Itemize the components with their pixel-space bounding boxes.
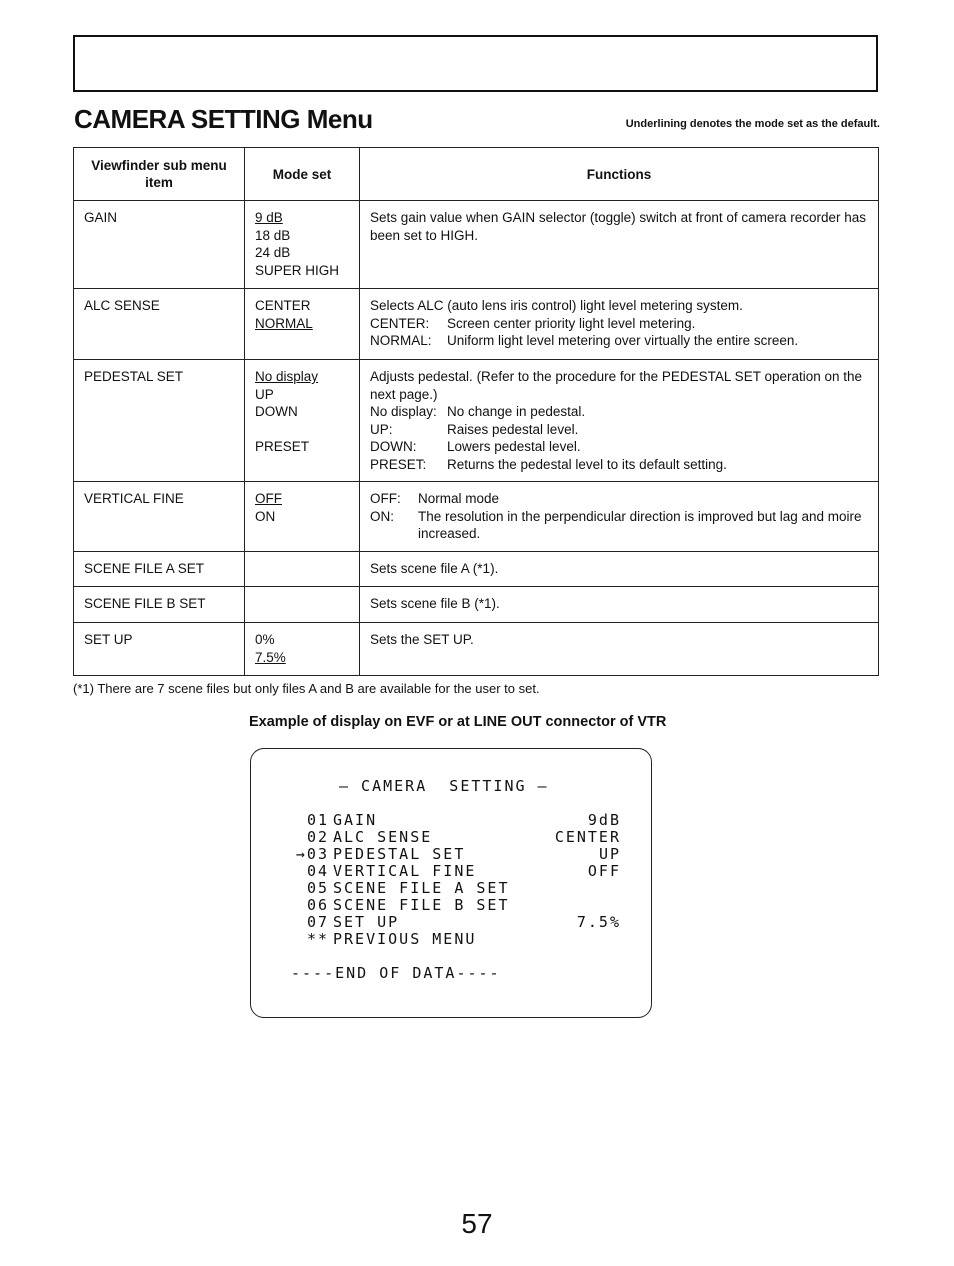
submenu-item: SET UP bbox=[74, 623, 245, 676]
screen-menu-value: UP bbox=[598, 845, 621, 863]
table-row bbox=[74, 552, 879, 587]
default-note: Underlining denotes the mode set as the default. bbox=[625, 118, 880, 130]
screen-menu-number: 07 bbox=[306, 913, 329, 931]
table-header-row bbox=[74, 148, 879, 201]
functions bbox=[360, 289, 879, 360]
mode-set bbox=[245, 623, 360, 676]
function-text: Sets gain value when GAIN selector (toggle) switch at front of camera recorder has been set to HIGH. bbox=[370, 210, 866, 243]
function-key: NORMAL: bbox=[370, 333, 432, 348]
mode-option: 0% bbox=[255, 632, 275, 647]
table-row bbox=[74, 360, 879, 482]
function-text: Adjusts pedestal. (Refer to the procedure for the PEDESTAL SET operation on the next page.) bbox=[370, 369, 863, 402]
top-frame bbox=[73, 35, 878, 92]
screen-menu-label: SET UP bbox=[333, 913, 400, 931]
function-detail bbox=[370, 490, 868, 508]
function-key: No display: bbox=[370, 404, 437, 419]
function-detail bbox=[370, 508, 868, 543]
function-text: Sets the SET UP. bbox=[370, 632, 474, 647]
function-detail bbox=[370, 438, 868, 456]
functions bbox=[360, 552, 879, 587]
footnote: (*1) There are 7 scene files but only files A and B are available for the user to set. bbox=[73, 681, 540, 696]
mode-option: SUPER HIGH bbox=[255, 262, 340, 278]
mode-set bbox=[245, 482, 360, 552]
functions bbox=[360, 482, 879, 552]
function-text: Sets scene file A (*1). bbox=[370, 561, 499, 576]
functions bbox=[360, 201, 879, 289]
mode-option: ON bbox=[255, 508, 276, 524]
function-detail bbox=[370, 421, 868, 439]
screen-header: – CAMERA SETTING – bbox=[339, 777, 549, 795]
function-value: Raises pedestal level. bbox=[447, 421, 579, 437]
mode-option: NORMAL bbox=[255, 315, 313, 331]
mode-option: No display bbox=[255, 369, 319, 384]
function-key: PRESET: bbox=[370, 456, 427, 472]
table-row bbox=[74, 623, 879, 676]
function-value: Screen center priority light level metering. bbox=[447, 315, 696, 331]
screen-menu-row bbox=[279, 879, 621, 896]
screen-menu-row bbox=[279, 913, 621, 930]
function-detail bbox=[370, 456, 868, 474]
screen-menu-value: 7.5% bbox=[576, 913, 621, 931]
screen-menu-number: 05 bbox=[306, 879, 329, 897]
function-value: The resolution in the perpendicular direction is improved but lag and moire increased. bbox=[418, 508, 862, 541]
screen-menu-value: 9dB bbox=[587, 811, 621, 829]
example-title: Example of display on EVF or at LINE OUT connector of VTR bbox=[249, 714, 667, 730]
function-value: Lowers pedestal level. bbox=[447, 439, 581, 454]
screen-menu-number: 06 bbox=[306, 896, 329, 914]
function-detail bbox=[370, 332, 868, 350]
end-of-data: ----END OF DATA---- bbox=[291, 964, 501, 982]
mode-set bbox=[245, 201, 360, 289]
mode-option: 24 dB bbox=[255, 245, 291, 260]
page-title: CAMERA SETTING Menu bbox=[74, 104, 373, 134]
mode-option: OFF bbox=[255, 491, 282, 506]
screen-menu-row bbox=[279, 896, 621, 913]
function-text: Selects ALC (auto lens iris control) light level metering system. bbox=[370, 298, 743, 313]
function-value: No change in pedestal. bbox=[447, 404, 586, 419]
mode-option: 7.5% bbox=[255, 649, 286, 665]
function-key: OFF: bbox=[370, 491, 401, 506]
mode-option: 9 dB bbox=[255, 210, 283, 225]
table-row bbox=[74, 587, 879, 623]
screen-menu-value: CENTER bbox=[554, 828, 621, 846]
screen-menu-label: VERTICAL FINE bbox=[333, 862, 477, 880]
screen-menu-value: OFF bbox=[587, 862, 621, 880]
table-row bbox=[74, 201, 879, 289]
function-text: Sets scene file B (*1). bbox=[370, 596, 500, 611]
screen-menu-number: →03 bbox=[295, 845, 329, 863]
submenu-item: GAIN bbox=[74, 201, 245, 289]
functions bbox=[360, 587, 879, 623]
screen-menu-label: ALC SENSE bbox=[333, 828, 433, 846]
screen-menu-label: PREVIOUS MENU bbox=[333, 930, 477, 948]
header-submenu-item: Viewfinder sub menu item bbox=[74, 148, 245, 201]
submenu-item: SCENE FILE B SET bbox=[74, 587, 245, 623]
screen-menu-label: SCENE FILE A SET bbox=[333, 879, 510, 897]
submenu-item: SCENE FILE A SET bbox=[74, 552, 245, 587]
submenu-item: PEDESTAL SET bbox=[74, 360, 245, 482]
screen-menu-row bbox=[279, 828, 621, 845]
function-key: DOWN: bbox=[370, 439, 417, 454]
submenu-item: ALC SENSE bbox=[74, 289, 245, 360]
functions bbox=[360, 360, 879, 482]
functions bbox=[360, 623, 879, 676]
screen-menu-number: 01 bbox=[306, 811, 329, 829]
mode-option: UP bbox=[255, 386, 274, 402]
mode-set bbox=[245, 552, 360, 587]
function-value: Normal mode bbox=[418, 491, 500, 506]
table-row bbox=[74, 482, 879, 552]
screen-menu-row bbox=[279, 811, 621, 828]
function-detail bbox=[370, 315, 868, 333]
mode-option: 18 dB bbox=[255, 227, 291, 243]
mode-set bbox=[245, 587, 360, 623]
submenu-item: VERTICAL FINE bbox=[74, 482, 245, 552]
mode-option: DOWN bbox=[255, 404, 298, 419]
header-mode-set: Mode set bbox=[245, 148, 360, 201]
mode-option: PRESET bbox=[255, 439, 310, 454]
screen-menu-row bbox=[279, 845, 621, 862]
screen-menu-row bbox=[279, 930, 621, 947]
screen-menu-label: GAIN bbox=[333, 811, 378, 829]
mode-set bbox=[245, 289, 360, 360]
evf-display-example bbox=[250, 748, 652, 1018]
screen-menu-number: 04 bbox=[306, 862, 329, 880]
function-detail bbox=[370, 403, 868, 421]
function-key: UP: bbox=[370, 421, 393, 437]
function-key: ON: bbox=[370, 508, 395, 524]
mode-option: CENTER bbox=[255, 298, 311, 313]
mode-option bbox=[255, 421, 349, 439]
screen-menu-row bbox=[279, 862, 621, 879]
screen-menu-label: SCENE FILE B SET bbox=[333, 896, 510, 914]
mode-set bbox=[245, 360, 360, 482]
header-functions: Functions bbox=[360, 148, 879, 201]
function-key: CENTER: bbox=[370, 315, 430, 331]
page-number: 57 bbox=[461, 1208, 493, 1239]
screen-menu-number: ** bbox=[306, 930, 329, 948]
function-value: Returns the pedestal level to its default setting. bbox=[447, 456, 727, 472]
screen-menu-label: PEDESTAL SET bbox=[333, 845, 466, 863]
settings-table bbox=[73, 147, 879, 676]
screen-menu-number: 02 bbox=[306, 828, 329, 846]
function-value: Uniform light level metering over virtually the entire screen. bbox=[447, 333, 799, 348]
table-row bbox=[74, 289, 879, 360]
